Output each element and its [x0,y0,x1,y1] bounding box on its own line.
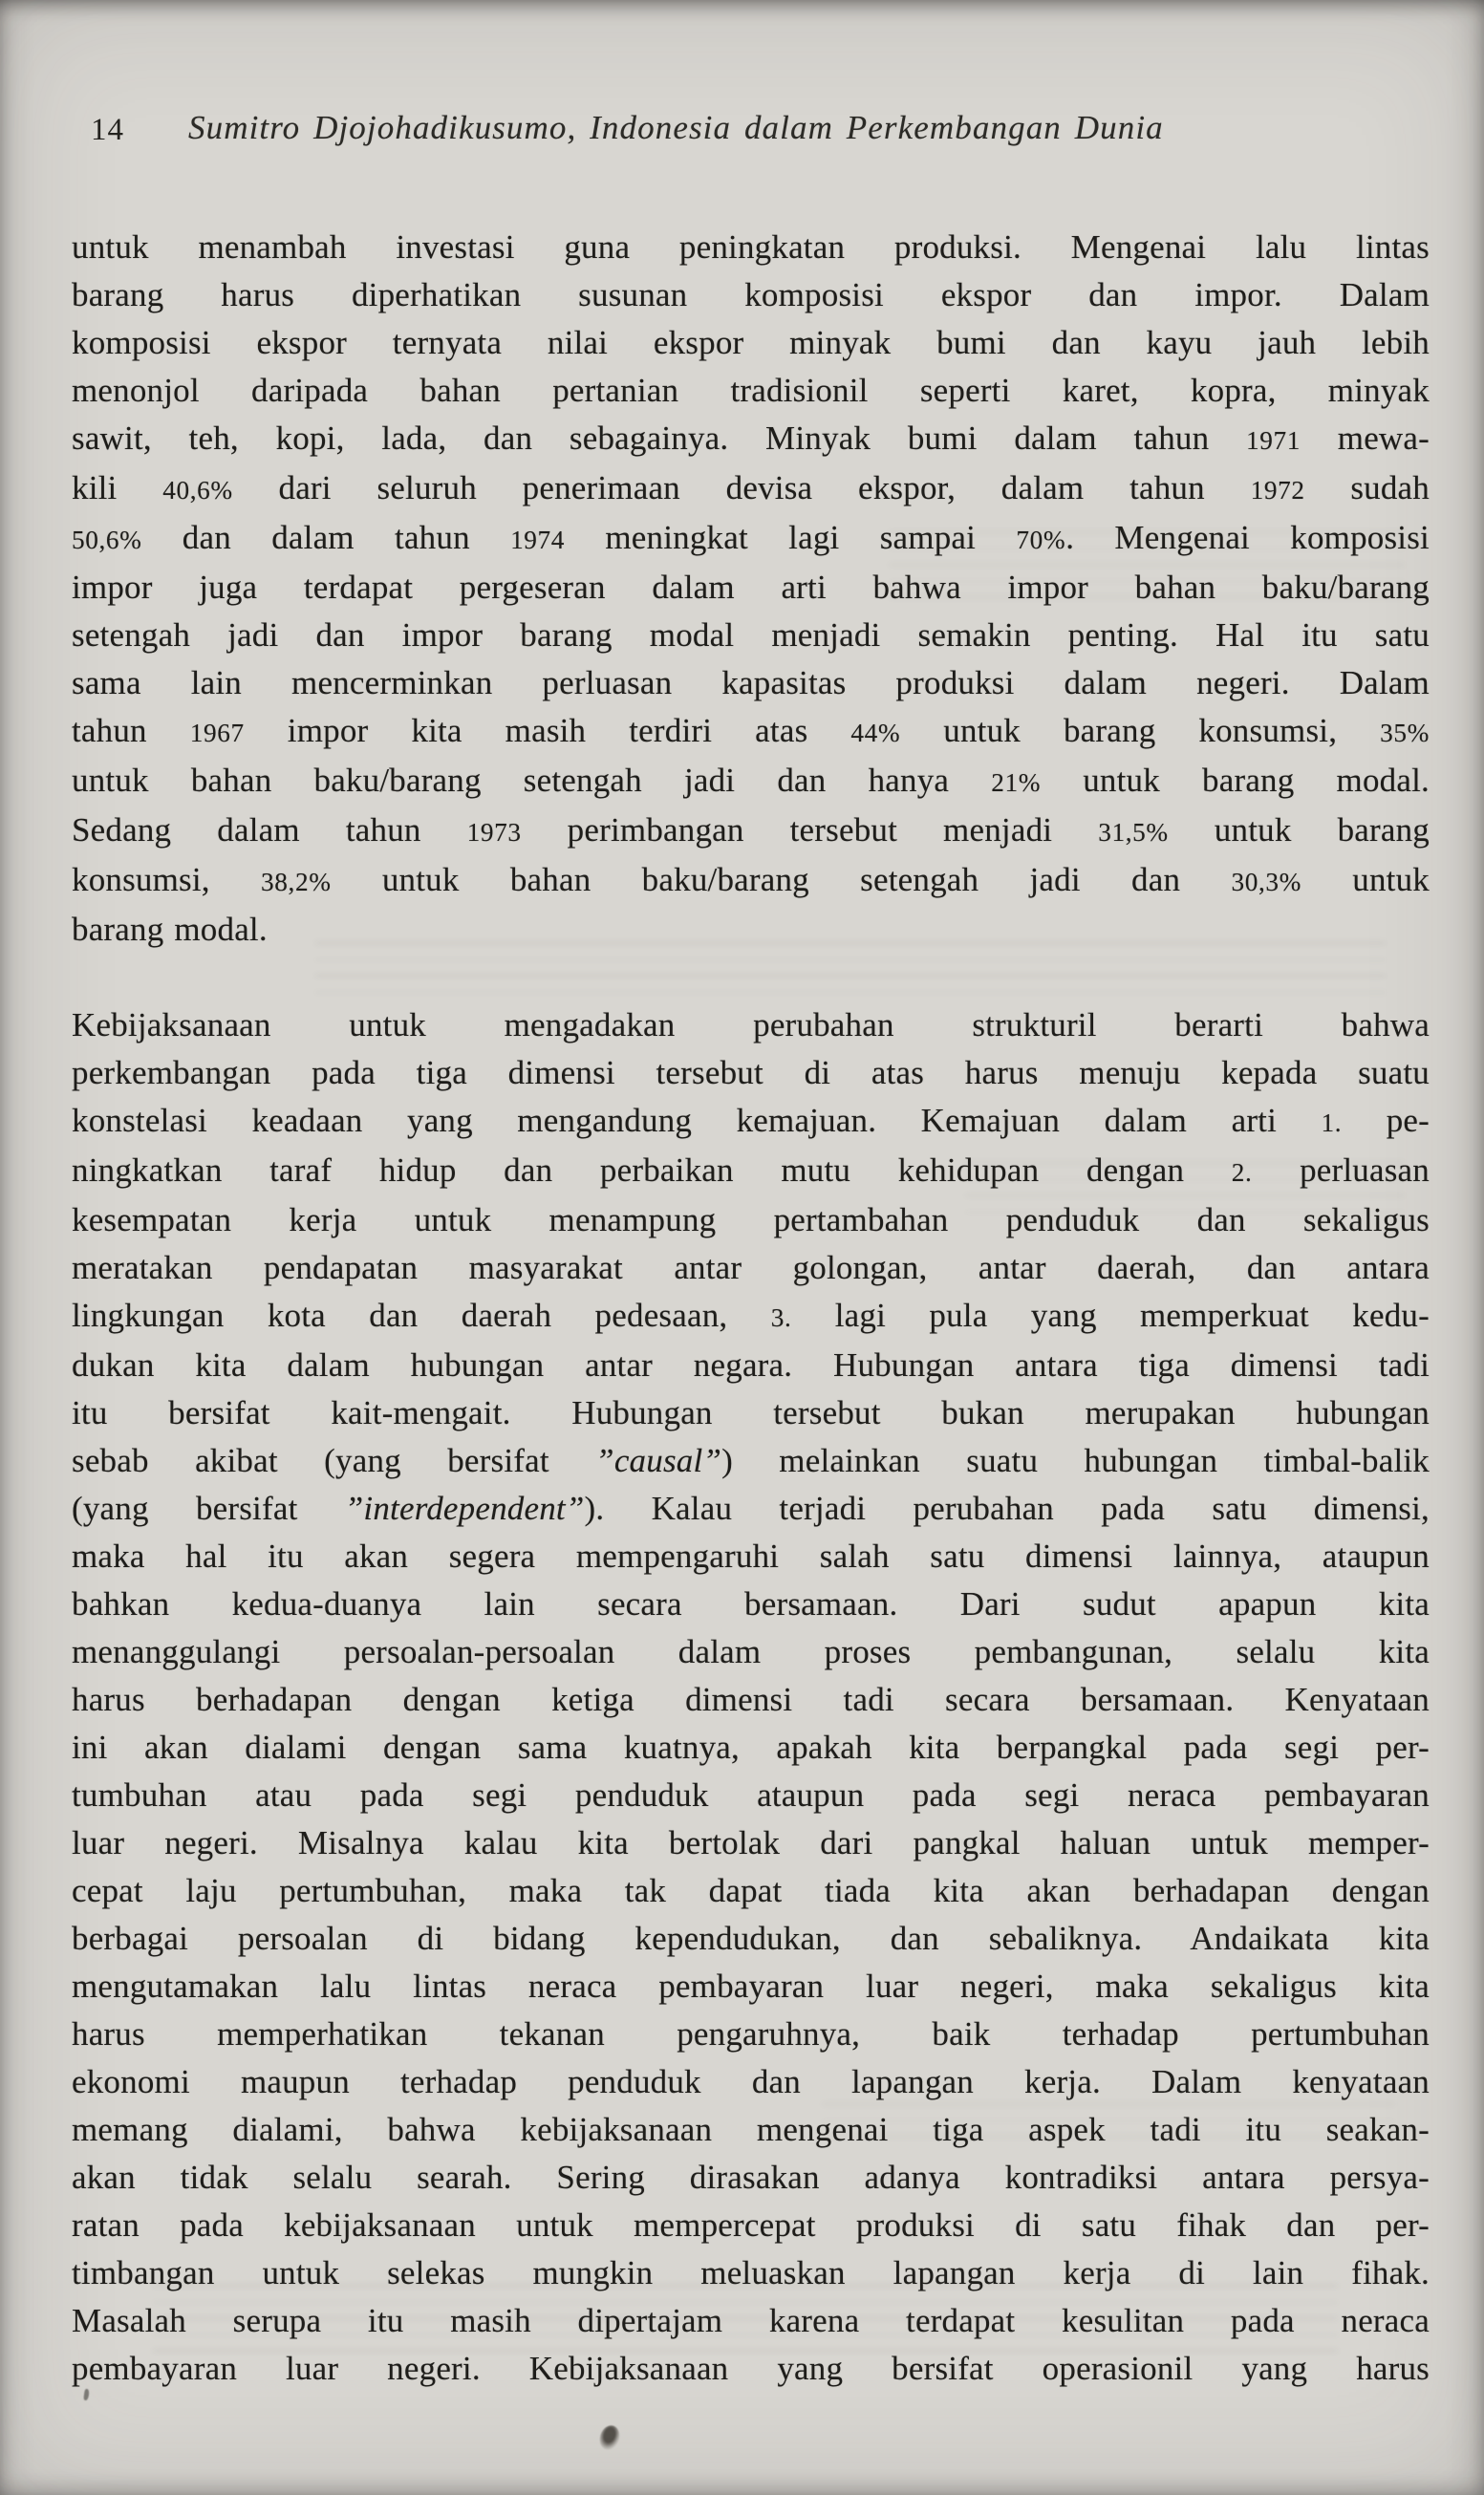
text-line: barang modal. [72,911,268,948]
text-line: tumbuhan atau pada segi penduduk ataupun pada segi neraca pembayaran [72,1776,1430,1814]
text-line: ini akan dialami dengan sama kuatnya, apakah kita berpangkal pada segi per- [72,1729,1430,1766]
text-line: Kebijaksanaan untuk mengadakan perubahan strukturil berarti bahwa [72,1006,1430,1043]
text-line: ratan pada kebijaksanaan untuk mempercepat produksi di satu fihak dan per- [72,2206,1430,2244]
page-header [0,107,1484,164]
text-line: berbagai persoalan di bidang kependudukan, dan sebaliknya. Andaikata kita [72,1920,1430,1957]
text-line: sebab akibat (yang bersifat ”causal”) melainkan suatu hubungan timbal-balik [72,1442,1430,1479]
text-line: untuk menambah investasi guna peningkatan produksi. Mengenai lalu lintas [72,228,1430,266]
page-number: 14 [91,113,124,147]
text-line: harus berhadapan dengan ketiga dimensi tadi secara bersamaan. Kenyataan [72,1681,1430,1718]
text-line: menanggulangi persoalan-persoalan dalam proses pembangunan, selalu kita [72,1633,1430,1670]
text-line: perkembangan pada tiga dimensi tersebut di atas harus menuju kepada suatu [72,1054,1430,1091]
running-title: Sumitro Djojohadikusumo, Indonesia dalam Perkembangan Dunia [188,109,1164,146]
text-line: untuk bahan baku/barang setengah jadi dan hanya 21% untuk barang modal. [72,762,1430,799]
text-line: Sedang dalam tahun 1973 perimbangan tersebut menjadi 31,5% untuk barang [72,811,1430,849]
text-line: sawit, teh, kopi, lada, dan sebagainya. Minyak bumi dalam tahun 1971 mewa- [72,419,1430,457]
paragraph [72,224,1430,954]
text-line: maka hal itu akan segera mempengaruhi salah satu dimensi lainnya, ataupun [72,1538,1430,1575]
text-line: tahun 1967 impor kita masih terdiri atas 44% untuk barang konsumsi, 35% [72,712,1430,749]
paragraph [72,1001,1430,2393]
text-line: akan tidak selalu searah. Sering dirasakan adanya kontradiksi antara persya- [72,2159,1430,2196]
ink-smudge [596,2423,622,2453]
text-line: menonjol daripada bahan pertanian tradisionil seperti karet, kopra, minyak [72,372,1430,409]
body-text [72,224,1430,2393]
text-line: lingkungan kota dan daerah pedesaan, 3. lagi pula yang memperkuat kedu- [72,1297,1430,1334]
text-line: sama lain mencerminkan perluasan kapasitas produksi dalam negeri. Dalam [72,664,1430,701]
text-line: cepat laju pertumbuhan, maka tak dapat tiada kita akan berhadapan dengan [72,1872,1430,1909]
text-line: ekonomi maupun terhadap penduduk dan lapangan kerja. Dalam kenyataan [72,2063,1430,2100]
text-line: meratakan pendapatan masyarakat antar golongan, antar daerah, dan antara [72,1249,1430,1286]
text-line: mengutamakan lalu lintas neraca pembayaran luar negeri, maka sekaligus kita [72,1968,1430,2005]
text-line: timbangan untuk selekas mungkin meluaskan lapangan kerja di lain fihak. [72,2254,1430,2291]
text-line: konstelasi keadaan yang mengandung kemajuan. Kemajuan dalam arti 1. pe- [72,1102,1430,1139]
stray-ink-mark [83,2389,90,2401]
text-line: bahkan kedua-duanya lain secara bersamaan. Dari sudut apapun kita [72,1585,1430,1623]
text-line: ningkatkan taraf hidup dan perbaikan mutu kehidupan dengan 2. perluasan [72,1151,1430,1189]
text-line: (yang bersifat ”interdependent”). Kalau terjadi perubahan pada satu dimensi, [72,1490,1430,1527]
text-line: luar negeri. Misalnya kalau kita bertolak dari pangkal haluan untuk memper- [72,1824,1430,1861]
text-line: konsumsi, 38,2% untuk bahan baku/barang setengah jadi dan 30,3% untuk [72,861,1430,898]
text-line: dukan kita dalam hubungan antar negara. Hubungan antara tiga dimensi tadi [72,1346,1430,1384]
text-line: Masalah serupa itu masih dipertajam karena terdapat kesulitan pada neraca [72,2302,1430,2339]
text-line: harus memperhatikan tekanan pengaruhnya, baik terhadap pertumbuhan [72,2015,1430,2053]
text-line: komposisi ekspor ternyata nilai ekspor minyak bumi dan kayu jauh lebih [72,324,1430,361]
text-line: barang harus diperhatikan susunan komposisi ekspor dan impor. Dalam [72,276,1430,313]
text-line: kesempatan kerja untuk menampung pertambahan penduduk dan sekaligus [72,1201,1430,1238]
text-line: kili 40,6% dari seluruh penerimaan devisa ekspor, dalam tahun 1972 sudah [72,469,1430,506]
text-line: impor juga terdapat pergeseran dalam arti bahwa impor bahan baku/barang [72,569,1430,606]
text-line: setengah jadi dan impor barang modal menjadi semakin penting. Hal itu satu [72,616,1430,654]
text-line: itu bersifat kait-mengait. Hubungan tersebut bukan merupakan hubungan [72,1394,1430,1431]
text-line: memang dialami, bahwa kebijaksanaan mengenai tiga aspek tadi itu seakan- [72,2111,1430,2148]
text-line: pembayaran luar negeri. Kebijaksanaan yang bersifat operasionil yang harus [72,2350,1430,2387]
text-line: 50,6% dan dalam tahun 1974 meningkat lagi sampai 70%. Mengenai komposisi [72,519,1430,556]
